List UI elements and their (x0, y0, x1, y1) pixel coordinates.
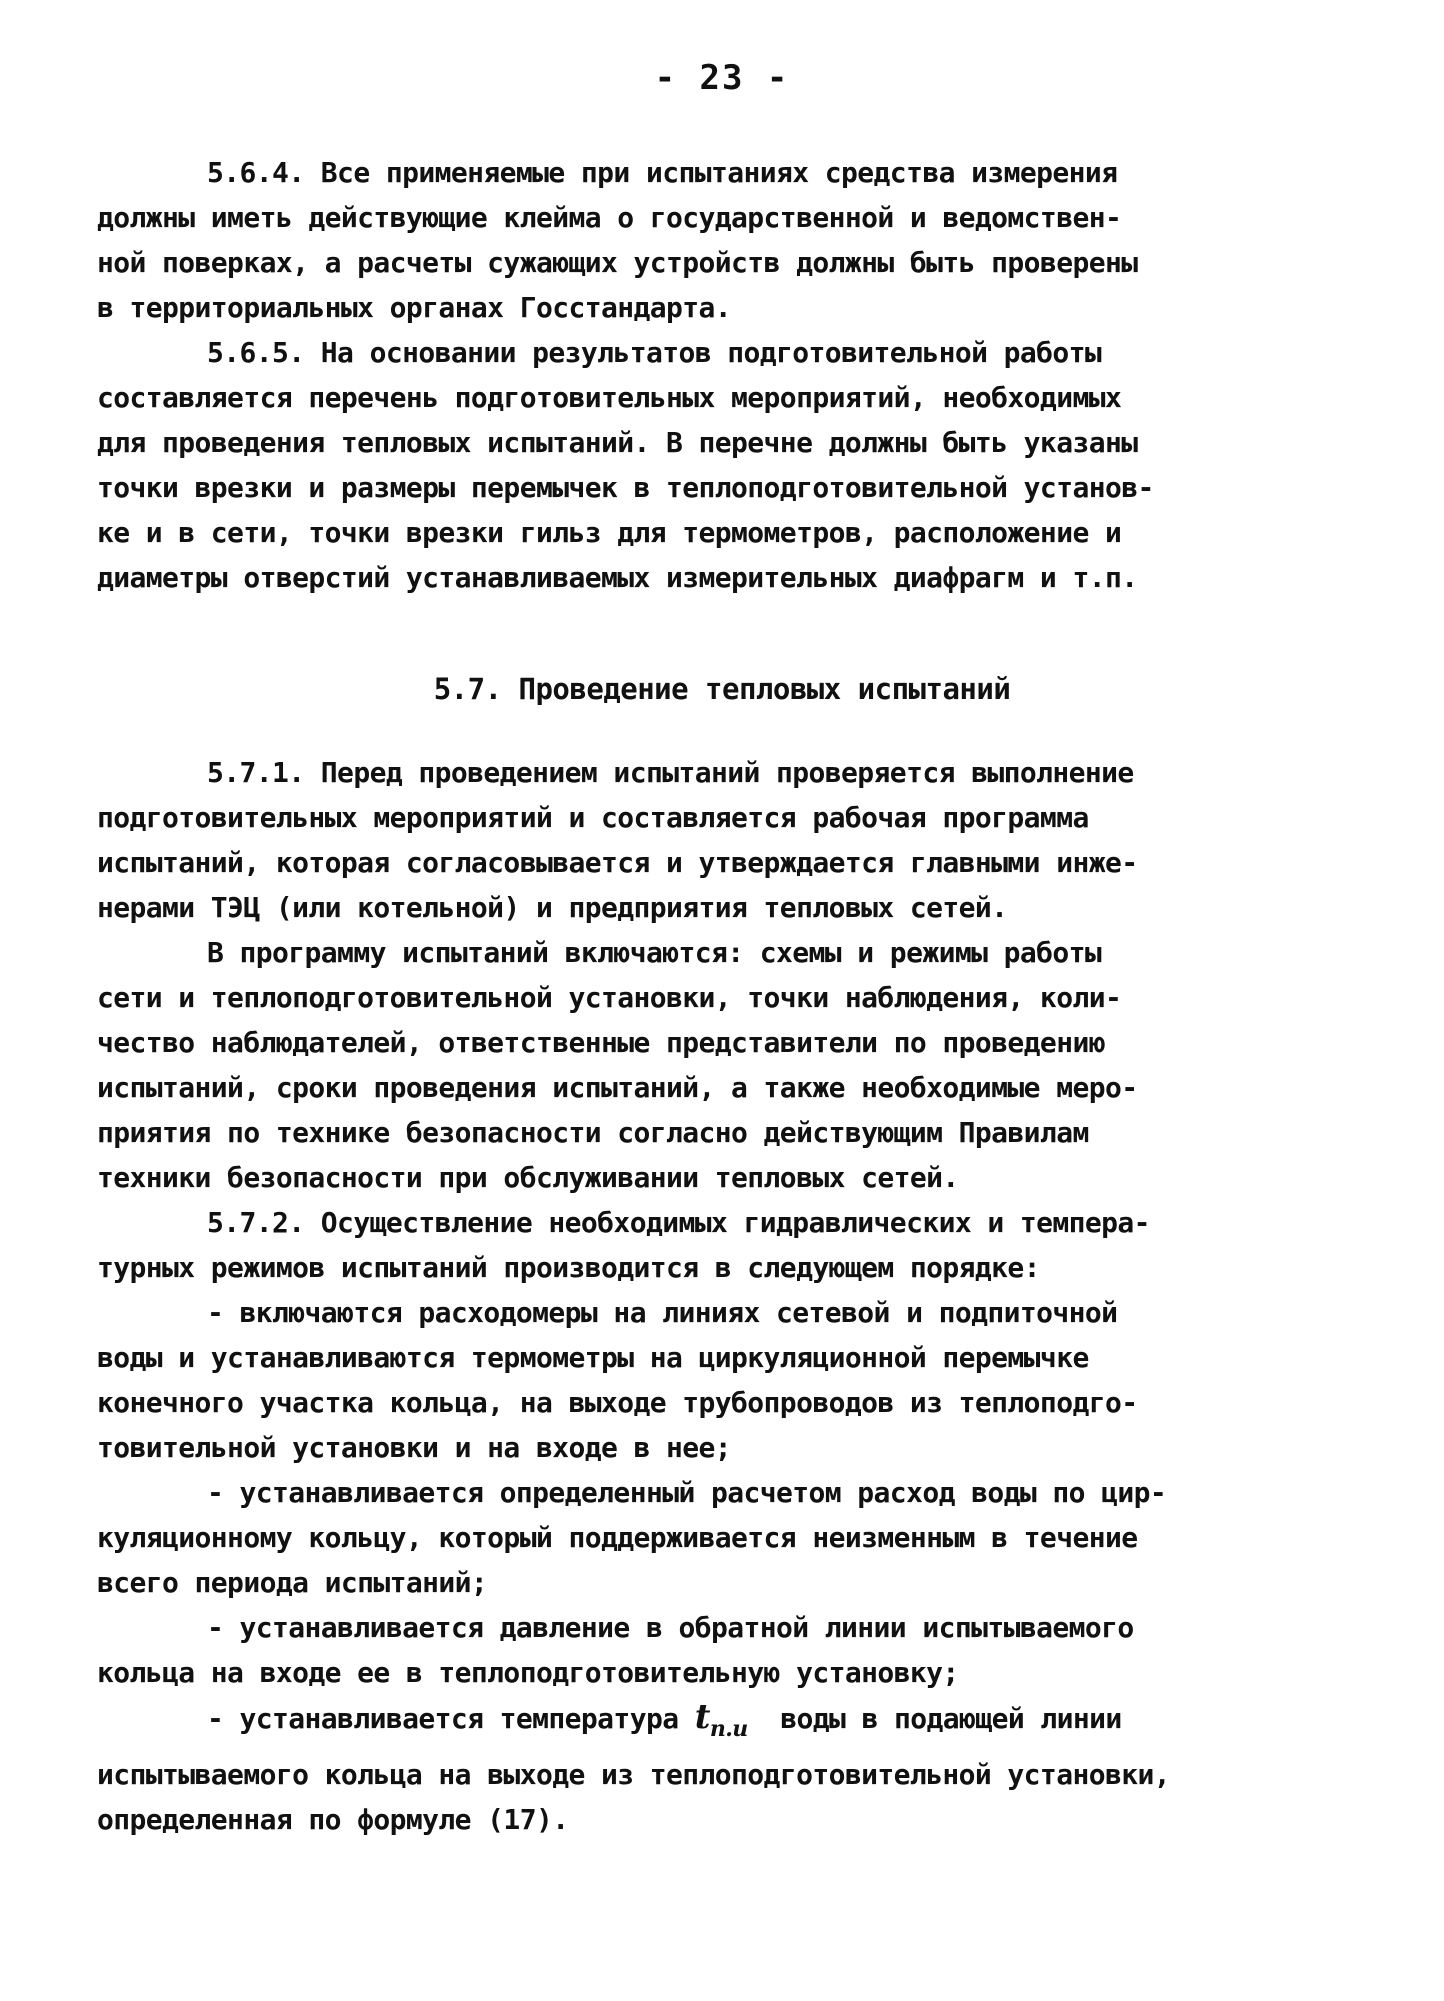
text-line: ной поверках, а расчеты сужающих устройств должны быть проверены (97, 246, 1138, 279)
text-line: чество наблюдателей, ответственные представители по проведению (97, 1026, 1105, 1059)
text-line: В программу испытаний включаются: схемы и режимы работы (207, 936, 1102, 969)
paragraphs-5-7-1-to-5-7-2 (97, 750, 1347, 1842)
text-line: кольца на входе ее в теплоподготовительную установку; (97, 1656, 959, 1689)
text-line: 5.7.2. Осуществление необходимых гидравлических и темпера- (207, 1206, 1150, 1239)
text-line: определенная по формуле (17). (97, 1802, 569, 1836)
temperature-symbol (694, 1697, 748, 1742)
text-line: ке и в сети, точки врезки гильз для термометров, расположение и (97, 516, 1122, 549)
text-line: составляется перечень подготовительных мероприятий, необходимых (97, 381, 1122, 414)
text-line: товительной установки и на входе в нее; (97, 1431, 732, 1464)
text-line: испытаний, которая согласовывается и утверждается главными инже- (97, 846, 1138, 879)
text-fragment: - устанавливается температура (207, 1702, 695, 1735)
text-line: испытаний, сроки проведения испытаний, а также необходимые меро- (97, 1071, 1138, 1104)
text-line: 5.6.5. На основании результатов подготовительной работы (207, 336, 1102, 369)
temperature-line (97, 1695, 1347, 1752)
text-line: сети и теплоподготовительной установки, точки наблюдения, коли- (97, 981, 1122, 1014)
text-fragment: воды в подающей линии (747, 1702, 1122, 1735)
text-line: нерами ТЭЦ (или котельной) и предприятия тепловых сетей. (97, 891, 1008, 924)
text-line: точки врезки и размеры перемычек в теплоподготовительной установ- (97, 471, 1154, 504)
paragraphs-5-6-4-to-5-6-5 (97, 150, 1347, 600)
page-number: - 23 - (654, 58, 790, 98)
text-line: - устанавливается давление в обратной линии испытываемого (207, 1611, 1134, 1644)
text-line: для проведения тепловых испытаний. В перечне должны быть указаны (97, 426, 1138, 459)
text-line: турных режимов испытаний производится в следующем порядке: (97, 1251, 1040, 1284)
text-line: воды и устанавливаются термометры на циркуляционной перемычке (97, 1341, 1089, 1374)
temperature-subscript: п.и (709, 1715, 748, 1742)
text-line: в территориальных органах Госстандарта. (97, 291, 732, 324)
section-heading: 5.7. Проведение тепловых испытаний (433, 672, 1011, 706)
text-line: - включаются расходомеры на линиях сетевой и подпиточной (207, 1296, 1118, 1329)
text-line: 5.7.1. Перед проведением испытаний проверяется выполнение (207, 756, 1134, 789)
temperature-variable: t (694, 1697, 710, 1737)
text-line: - устанавливается определенный расчетом расход воды по цир- (207, 1476, 1167, 1509)
text-line: техники безопасности при обслуживании тепловых сетей. (97, 1161, 959, 1194)
text-line: всего периода испытаний; (97, 1566, 488, 1599)
text-line: приятия по технике безопасности согласно действующим Правилам (97, 1116, 1089, 1149)
text-line: подготовительных мероприятий и составляется рабочая программа (97, 801, 1089, 834)
text-line: 5.6.4. Все применяемые при испытаниях средства измерения (207, 156, 1118, 189)
text-line: должны иметь действующие клейма о государственной и ведомствен- (97, 201, 1122, 234)
text-line: куляционному кольцу, который поддерживается неизменным в течение (97, 1521, 1138, 1554)
text-line: диаметры отверстий устанавливаемых измерительных диафрагм и т.п. (97, 561, 1138, 594)
text-line: конечного участка кольца, на выходе трубопроводов из теплоподго- (97, 1386, 1138, 1419)
text-line: испытываемого кольца на выходе из теплоподготовительной установки, (97, 1757, 1170, 1791)
